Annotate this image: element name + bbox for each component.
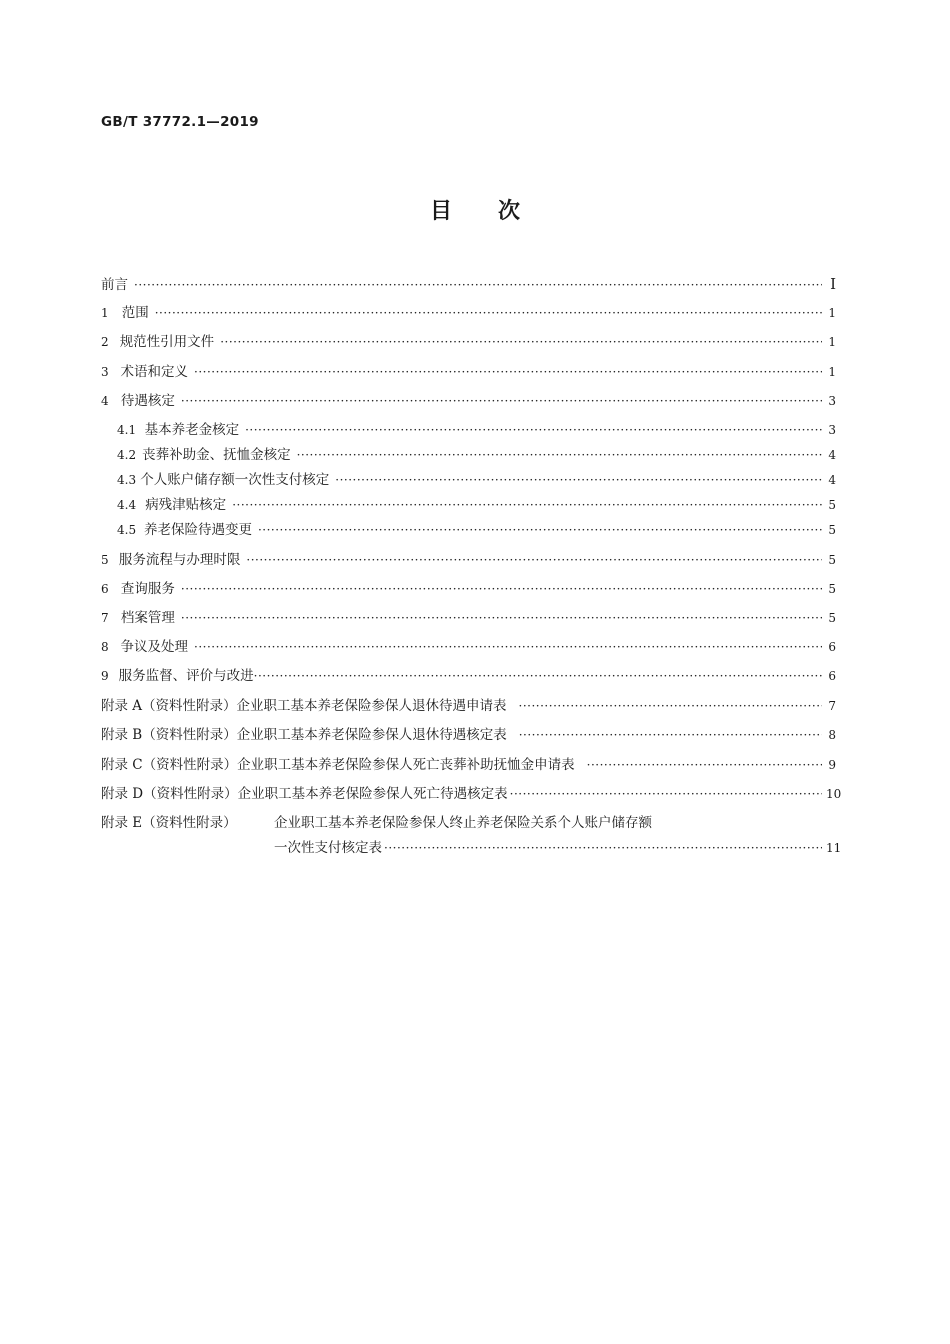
toc-label: 基本养老金核定 (144, 422, 240, 438)
standard-code: GB/T 37772.1—2019 (101, 114, 259, 130)
toc-entry-6[interactable] (101, 579, 836, 599)
toc-entry-appendix-b[interactable] (101, 725, 836, 745)
toc-page: 6 (828, 669, 836, 683)
toc-appendix-number: 附录 D（资料性附录） (101, 786, 238, 802)
toc-page: 1 (828, 306, 836, 320)
dot-leader (510, 784, 822, 804)
toc-number: 1 (101, 306, 109, 320)
dot-leader (220, 332, 822, 352)
toc-label: 范围 (121, 305, 149, 321)
toc-number: 4 (101, 394, 109, 408)
toc-number: 3 (101, 365, 109, 379)
toc-appendix-number: 附录 A（资料性附录） (101, 698, 237, 714)
toc-number: 2 (101, 335, 109, 349)
toc-label: 服务流程与办理时限 (118, 552, 241, 568)
toc-page: 8 (828, 728, 836, 742)
toc-entry-5[interactable] (101, 550, 836, 570)
toc-number: 4.5 (117, 523, 137, 537)
dot-leader (194, 362, 822, 382)
toc-label: 个人账户储存额一次性支付核定 (140, 472, 330, 488)
dot-leader (519, 725, 822, 745)
toc-appendix-number: 附录 E（资料性附录） (101, 815, 237, 831)
toc-page: 5 (828, 553, 836, 567)
dot-leader (254, 666, 822, 686)
toc-number: 9 (101, 669, 109, 683)
toc-number: 4.1 (117, 423, 137, 437)
toc-page: 4 (828, 448, 836, 462)
toc-entry-4-5[interactable] (117, 520, 836, 540)
toc-label: 丧葬补助金、抚恤金核定 (142, 447, 291, 463)
toc-entry-9[interactable] (101, 666, 836, 686)
toc-page: I (830, 275, 836, 293)
toc-entry-3[interactable] (101, 362, 836, 382)
toc-page: 6 (828, 640, 836, 654)
dot-leader (519, 696, 822, 716)
dot-leader (245, 420, 822, 440)
toc-entry-appendix-d[interactable] (101, 784, 842, 804)
toc-entry-appendix-c[interactable] (101, 755, 836, 775)
toc-label: 争议及处理 (120, 639, 188, 655)
dot-leader (297, 445, 822, 465)
toc-label: 企业职工基本养老保险参保人死亡待遇核定表 (237, 786, 508, 802)
toc-page: 7 (828, 699, 836, 713)
toc-label: 企业职工基本养老保险参保人终止养老保险关系个人账户储存额 (274, 815, 652, 831)
toc-number: 6 (101, 582, 109, 596)
dot-leader (246, 550, 822, 570)
dot-leader (134, 275, 822, 295)
toc-page: 5 (828, 582, 836, 596)
dot-leader (181, 608, 822, 628)
toc-number: 4.3 (117, 473, 137, 487)
toc-label: 规范性引用文件 (119, 334, 215, 350)
toc-entry-2[interactable] (101, 332, 836, 352)
dot-leader (194, 637, 822, 657)
toc-page: 9 (828, 758, 836, 772)
page-title (0, 194, 950, 225)
toc-label: 企业职工基本养老保险参保人退休待遇核定表 (236, 727, 507, 743)
toc-number: 4.4 (117, 498, 137, 512)
dot-leader (335, 470, 822, 490)
toc-label: 前言 (101, 277, 128, 293)
toc-entry-4-3[interactable] (117, 470, 836, 490)
title-char-2: 次 (498, 199, 521, 224)
toc-number: 5 (101, 553, 109, 567)
toc-entry-foreword[interactable] (101, 274, 836, 294)
toc-entry-8[interactable] (101, 637, 836, 657)
dot-leader (232, 495, 822, 515)
toc-page: 3 (828, 394, 836, 408)
toc-page: 5 (828, 523, 836, 537)
toc-page: 5 (828, 498, 836, 512)
dot-leader (155, 303, 822, 323)
toc-entry-7[interactable] (101, 608, 836, 628)
toc-number: 8 (101, 640, 109, 654)
toc-appendix-number: 附录 C（资料性附录） (101, 757, 238, 773)
toc-label: 养老保险待遇变更 (143, 522, 252, 538)
toc-entry-appendix-e-continued[interactable] (274, 838, 842, 858)
dot-leader (258, 520, 822, 540)
toc-number: 4.2 (117, 448, 137, 462)
toc-page: 3 (828, 423, 836, 437)
dot-leader (587, 755, 822, 775)
toc-page: 1 (828, 335, 836, 349)
toc-appendix-number: 附录 B（资料性附录） (101, 727, 237, 743)
toc-page: 1 (828, 365, 836, 379)
toc-label: 企业职工基本养老保险参保人退休待遇申请表 (236, 698, 507, 714)
toc-entry-appendix-e[interactable] (101, 813, 836, 833)
toc-label: 病残津贴核定 (145, 497, 227, 513)
toc-label: 待遇核定 (120, 393, 175, 409)
toc-entry-4-1[interactable] (117, 420, 836, 440)
toc-number: 7 (101, 611, 109, 625)
toc-page: 4 (828, 473, 836, 487)
toc-label: 企业职工基本养老保险参保人死亡丧葬补助抚恤金申请表 (237, 757, 575, 773)
title-char-1: 目 (429, 199, 452, 224)
toc-page: 10 (826, 787, 842, 801)
toc-label: 查询服务 (120, 581, 175, 597)
dot-leader (181, 391, 822, 411)
toc-label-continued: 一次性支付核定表 (274, 840, 382, 856)
toc-label: 服务监督、评价与改进 (118, 668, 254, 684)
toc-label: 术语和定义 (120, 364, 188, 380)
dot-leader (181, 579, 822, 599)
toc-entry-4-2[interactable] (117, 445, 836, 465)
toc-entry-4-4[interactable] (117, 495, 836, 515)
toc-label: 档案管理 (120, 610, 175, 626)
toc-page: 11 (826, 841, 842, 855)
dot-leader (384, 838, 822, 858)
toc-entry-1[interactable] (101, 303, 836, 323)
toc-entry-appendix-a[interactable] (101, 696, 836, 716)
toc-entry-4[interactable] (101, 391, 836, 411)
toc-page: 5 (828, 611, 836, 625)
